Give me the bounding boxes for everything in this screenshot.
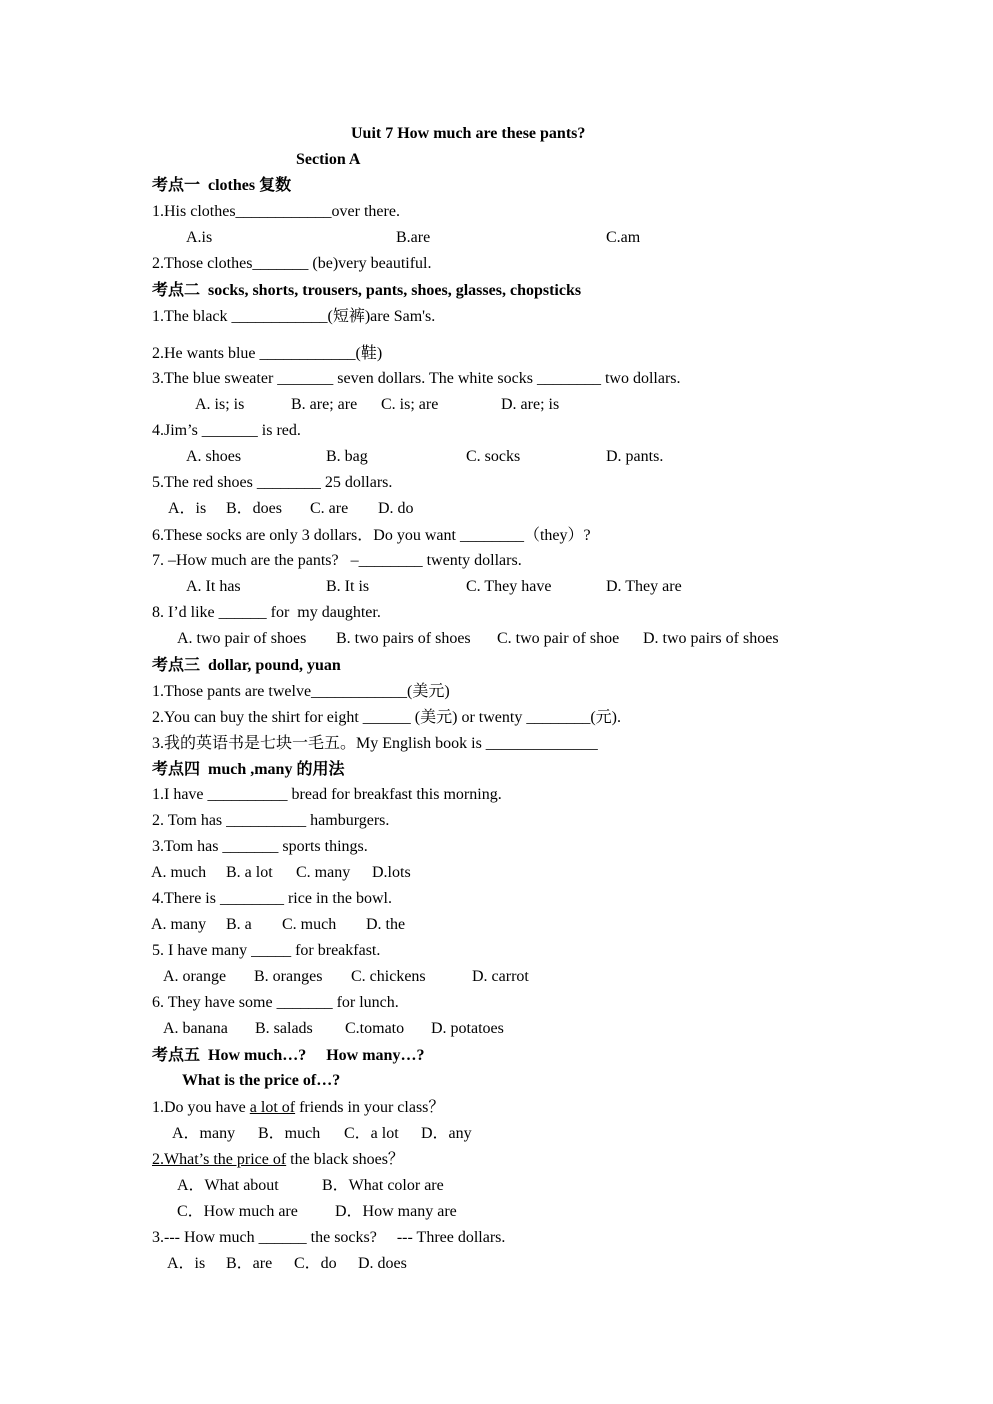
option-a: A.is [186,229,213,246]
question-text: 6. They have some _______ for lunch. [152,994,399,1011]
question-text: 2. Tom has __________ hamburgers. [152,812,390,829]
option-a: A．is [167,1255,206,1272]
underlined-phrase: a lot of [249,1099,296,1116]
option-d: D．any [421,1125,472,1142]
question-text: 2.You can buy the shirt for eight ______ (美元) or twenty ________(元). [152,709,621,726]
option-c: C. are [310,500,349,517]
option-d: D．How many are [335,1203,457,1220]
option-d: D. the [366,916,406,933]
option-a: A．many [172,1125,236,1142]
question-text: 8. I’d like ______ for my daughter. [152,604,381,621]
option-b: B. bag [326,448,368,465]
option-c: C.am [606,229,641,246]
question-text: 1.His clothes____________over there. [152,203,400,220]
option-c: C.tomato [345,1020,405,1037]
option-c: C．a lot [344,1125,399,1142]
option-d: D. two pairs of shoes [643,630,779,647]
option-d: D. carrot [472,968,529,985]
question-text: 4.There is ________ rice in the bowl. [152,890,392,907]
option-c: C. two pair of shoe [497,630,620,647]
question-text: 2.He wants blue ____________(鞋) [152,345,383,362]
option-a: A. It has [186,578,241,595]
option-d: D. potatoes [431,1020,504,1037]
question-text [152,1098,444,1118]
option-a: A. orange [163,968,227,985]
point-5-subheading: What is the price of…? [182,1072,341,1089]
question-text: 2.Those clothes_______ (be)very beautiful. [152,255,432,272]
option-a: A. banana [163,1020,228,1037]
question-text: 1.Those pants are twelve____________(美元) [152,683,450,700]
option-b: B．much [258,1125,321,1142]
underlined-phrase: 2.What’s the price of [152,1151,287,1168]
question-text: 3.Tom has _______ sports things. [152,838,368,855]
option-c: C. chickens [351,968,426,985]
option-a: A. many [151,916,207,933]
option-d: D. do [378,500,414,517]
option-c: C. They have [466,578,552,595]
question-text-end: the black shoes？ [286,1151,404,1168]
option-d: D. They are [606,578,682,595]
option-b: B. are; are [291,396,358,413]
question-text: 3.我的英语书是七块一毛五。My English book is ______________ [152,735,598,752]
question-text: 3.--- How much ______ the socks? --- Three dollars. [152,1229,506,1246]
question-text: 5.The red shoes ________ 25 dollars. [152,474,393,491]
page-title: Uuit 7 How much are these pants? [351,125,586,142]
question-text: 3.The blue sweater _______ seven dollars. The white socks ________ two dollars. [152,370,681,387]
section-title: Section A [296,151,361,168]
option-b: B. a lot [226,864,273,881]
question-text: 4.Jim’s _______ is red. [152,422,301,439]
point-4-heading: 考点四 much ,many 的用法 [152,761,345,778]
option-a: A．is [168,500,207,517]
option-b: B. oranges [254,968,323,985]
question-text-end: friends in your class？ [295,1099,445,1116]
question-text: 6.These socks are only 3 dollars．Do you want ________（they）? [152,527,591,544]
option-b: B. It is [326,578,370,595]
question-text [152,1150,404,1170]
question-text: 1.I have __________ bread for breakfast this morning. [152,786,502,803]
option-c: C. is; are [381,396,439,413]
option-a: A. much [151,864,207,881]
point-2-heading: 考点二 socks, shorts, trousers, pants, shoes, glasses, chopsticks [152,282,582,299]
question-text-start: 1.Do you have [152,1099,250,1116]
option-a: A. is; is [195,396,245,413]
option-b: B.are [396,229,431,246]
option-d: D.lots [372,864,411,881]
option-b: B．What color are [322,1177,444,1194]
option-b: B．does [226,500,283,517]
option-c: C．do [294,1255,337,1272]
point-5-heading: 考点五 How much…? How many…? [152,1047,425,1064]
point-3-heading: 考点三 dollar, pound, yuan [152,657,341,674]
point-1-heading: 考点一 clothes 复数 [152,177,292,194]
option-b: B．are [226,1255,273,1272]
question-text: 5. I have many _____ for breakfast. [152,942,381,959]
option-d: D. are; is [501,396,560,413]
option-a: A. two pair of shoes [177,630,307,647]
option-c: C．How much are [177,1203,298,1220]
option-b: B. a [226,916,252,933]
option-c: C. socks [466,448,521,465]
option-b: B. two pairs of shoes [336,630,471,647]
option-c: C. many [296,864,351,881]
question-text: 7. –How much are the pants? –________ twenty dollars. [152,552,522,569]
option-a: A．What about [177,1177,279,1194]
option-b: B. salads [255,1020,313,1037]
option-d: D. pants. [606,448,664,465]
option-d: D. does [358,1255,407,1272]
option-a: A. shoes [186,448,242,465]
question-text: 1.The black ____________(短裤)are Sam's. [152,308,436,325]
option-c: C. much [282,916,337,933]
